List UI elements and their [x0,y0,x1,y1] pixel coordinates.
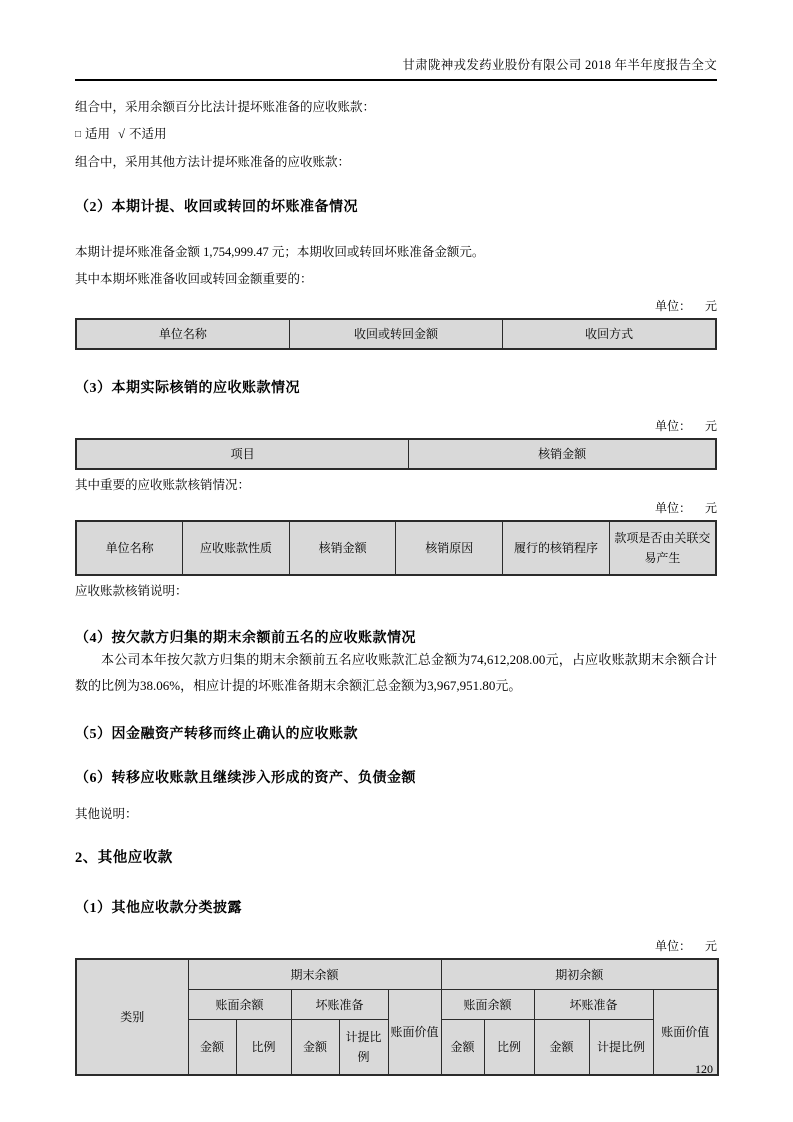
group-header-closing-balance: 期末余额 [188,959,441,990]
important-writeoff-line: 其中重要的应收账款核销情况： [75,478,251,492]
recovery-table [75,318,717,350]
col-header-receivable-nature: 应收账款性质 [183,521,290,575]
section-3-heading: （3）本期实际核销的应收账款情况 [75,381,300,396]
unit-currency: 元 [704,939,717,953]
combo-other-method-line: 组合中，采用其他方法计提坏账准备的应收账款： [75,155,351,169]
applicable-label: 适用 [85,127,111,141]
subgroup-header-book-balance: 账面余额 [441,990,534,1020]
section-4-heading: （4）按欠款方归集的期末余额前五名的应收账款情况 [75,631,416,646]
writeoff-item-table [75,438,717,470]
unit-line [75,499,717,517]
provision-amount-line: 本期计提坏账准备金额 1,754,999.47 元；本期收回或转回坏账准备金额元。 [75,245,485,259]
col-header-related-transaction: 款项是否由关联交易产生 [609,521,716,575]
unit-currency: 元 [704,419,717,433]
col-header-carrying-value: 账面价值 [388,990,441,1076]
col-header-recovery-method: 收回方式 [503,319,716,349]
table-header-row [76,439,716,469]
important-recovery-line: 其中本期坏账准备收回或转回金额重要的： [75,272,313,286]
writeoff-note-line: 应收账款核销说明： [75,584,188,598]
unit-currency: 元 [704,501,717,515]
col-header-writeoff-amount: 核销金额 [289,521,396,575]
unit-line [75,937,717,955]
col-header-writeoff-amount: 核销金额 [409,439,716,469]
checkbox-unchecked-icon: □ [75,129,82,140]
table-header-row-1 [76,959,718,990]
col-header-ratio: 比例 [236,1020,291,1076]
col-header-writeoff-reason: 核销原因 [396,521,503,575]
group-header-opening-balance: 期初余额 [441,959,718,990]
subgroup-header-bad-debt-provision: 坏账准备 [291,990,388,1020]
other-receivables-classification-table [75,958,719,1076]
col-header-ratio: 比例 [484,1020,534,1076]
section-2-heading: （2）本期计提、收回或转回的坏账准备情况 [75,200,358,215]
col-header-amount: 金额 [188,1020,236,1076]
applicability-line [75,121,717,149]
unit-line [75,297,717,315]
col-header-amount: 金额 [291,1020,339,1076]
unit-currency: 元 [704,299,717,313]
col-header-carrying-value: 账面价值 [653,990,718,1076]
unit-label: 单位： [654,419,691,433]
subgroup-header-bad-debt-provision: 坏账准备 [534,990,653,1020]
col-header-unit-name: 单位名称 [76,319,289,349]
table-header-row [76,521,716,575]
col-header-category: 类别 [76,959,188,1075]
checkmark-icon: √ [118,127,125,141]
other-receivables-heading: 2、其他应收款 [75,850,173,866]
section-6-heading: （6）转移应收账款且继续涉入形成的资产、负债金额 [75,771,416,786]
col-header-item: 项目 [76,439,409,469]
col-header-writeoff-procedure: 履行的核销程序 [503,521,610,575]
section-5-heading: （5）因金融资产转移而终止确认的应收账款 [75,727,358,742]
unit-label: 单位： [654,299,691,313]
other-receivables-sub-heading: （1）其他应收款分类披露 [75,901,242,916]
combo-percentage-method-line: 组合中，采用余额百分比法计提坏账准备的应收账款： [75,100,376,114]
important-writeoff-table [75,520,717,576]
col-header-provision-ratio: 计提比例 [339,1020,388,1076]
unit-line [75,417,717,435]
page-number: 120 [695,1062,713,1076]
other-note-line: 其他说明： [75,807,138,821]
col-header-unit-name: 单位名称 [76,521,183,575]
not-applicable-label: 不适用 [128,127,167,141]
subgroup-header-book-balance: 账面余额 [188,990,291,1020]
col-header-recovered-amount: 收回或转回金额 [289,319,502,349]
table-header-row [76,319,716,349]
document-header-title: 甘肃陇神戎发药业股份有限公司 2018 年半年度报告全文 [75,0,717,81]
col-header-provision-ratio: 计提比例 [589,1020,653,1076]
unit-label: 单位： [654,501,691,515]
col-header-amount: 金额 [534,1020,589,1076]
col-header-amount: 金额 [441,1020,484,1076]
unit-label: 单位： [654,939,691,953]
top-five-receivables-paragraph: 本公司本年按欠款方归集的期末余额前五名应收账款汇总金额为74,612,208.00元，占应收账款期末余额合计数的比例为38.06%，相应计提的坏账准备期末余额汇总金额为3,967,951.80元。 [75,652,717,693]
